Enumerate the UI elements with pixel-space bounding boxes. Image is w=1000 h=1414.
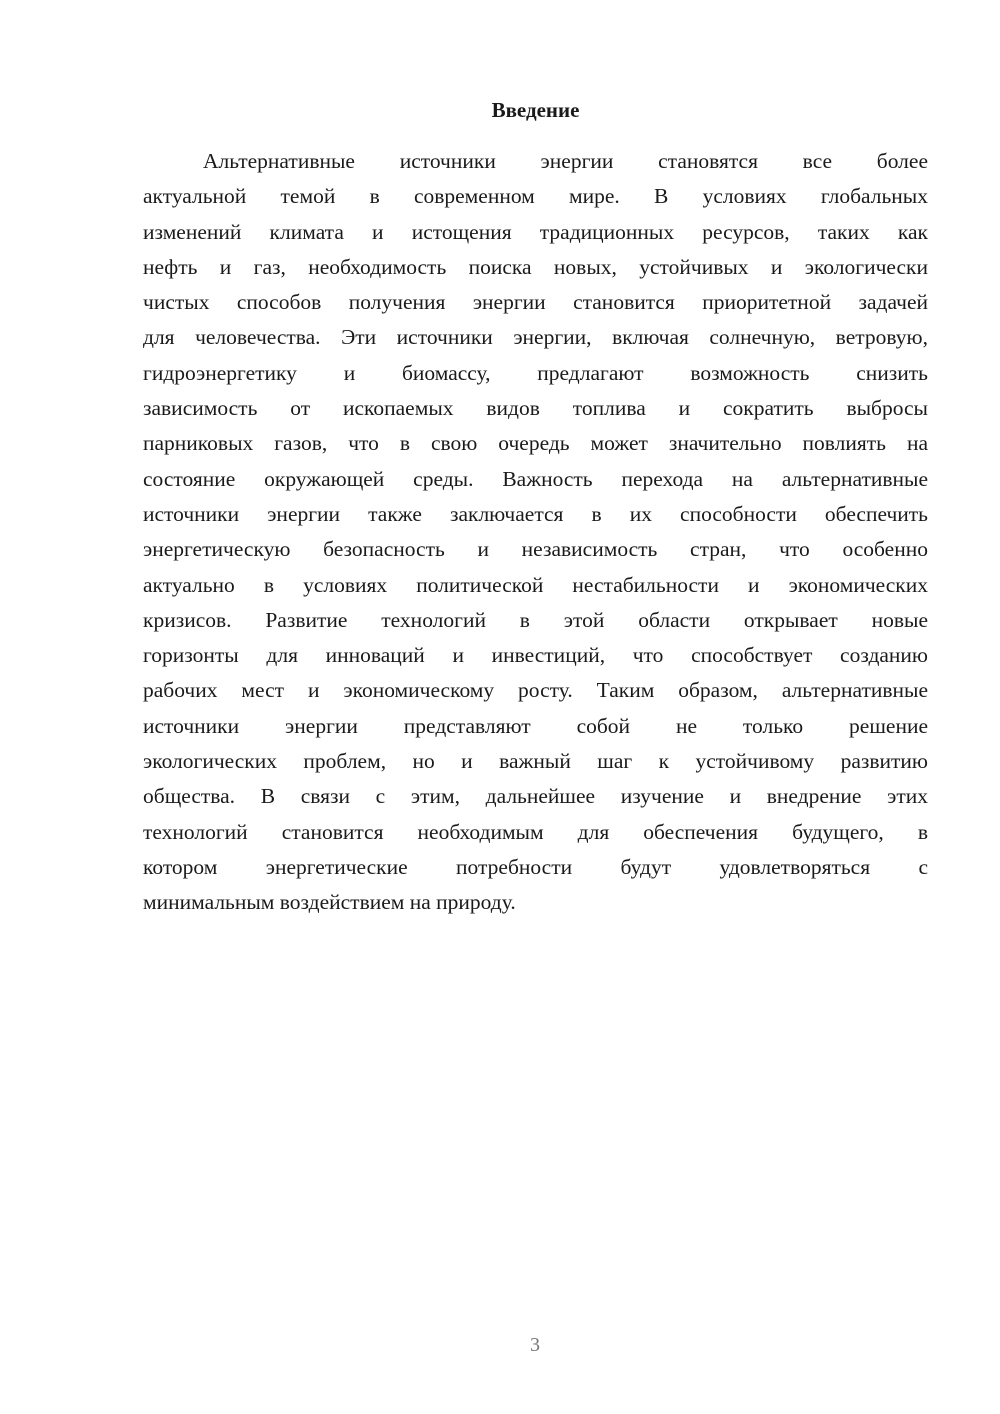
text-line: актуально в условиях политической нестабильности и экономических [143,572,928,597]
page-number: 3 [530,1334,540,1356]
text-line: энергетическую безопасность и независимость стран, что особенно [143,537,928,562]
text-line: горизонты для инноваций и инвестиций, что способствует созданию [143,643,928,668]
text-line: актуальной темой в современном мире. В условиях глобальных [143,184,928,209]
text-line: рабочих мест и экономическому росту. Таким образом, альтернативные [143,678,928,703]
text-line: экологических проблем, но и важный шаг к устойчивому развитию [143,749,928,774]
text-line: котором энергетические потребности будут удовлетворяться с [143,854,928,879]
text-line: парниковых газов, что в свою очередь может значительно повлиять на [143,431,928,456]
text-line: изменений климата и истощения традиционных ресурсов, таких как [143,219,928,244]
text-line: технологий становится необходимым для обеспечения будущего, в [143,819,928,844]
section-heading: Введение [491,98,580,122]
text-line: чистых способов получения энергии становится приоритетной задачей [143,290,928,315]
text-line: источники энергии представляют собой не только решение [143,713,928,738]
text-line: нефть и газ, необходимость поиска новых, устойчивых и экологически [143,254,928,279]
paragraph [143,144,928,921]
text-line: для человечества. Эти источники энергии, включая солнечную, ветровую, [143,325,928,350]
text-line: источники энергии также заключается в их способности обеспечить [143,501,928,526]
text-line: Альтернативные источники энергии становятся все более [203,149,928,173]
text-line: состояние окружающей среды. Важность перехода на альтернативные [143,466,928,491]
text-line: минимальным воздействием на природу. [143,890,516,915]
text-line: гидроэнергетику и биомассу, предлагают возможность снизить [143,360,928,385]
text-line: общества. В связи с этим, дальнейшее изучение и внедрение этих [143,784,928,809]
text-line: зависимость от ископаемых видов топлива и сократить выбросы [143,396,928,421]
text-line: кризисов. Развитие технологий в этой области открывает новые [143,607,928,632]
